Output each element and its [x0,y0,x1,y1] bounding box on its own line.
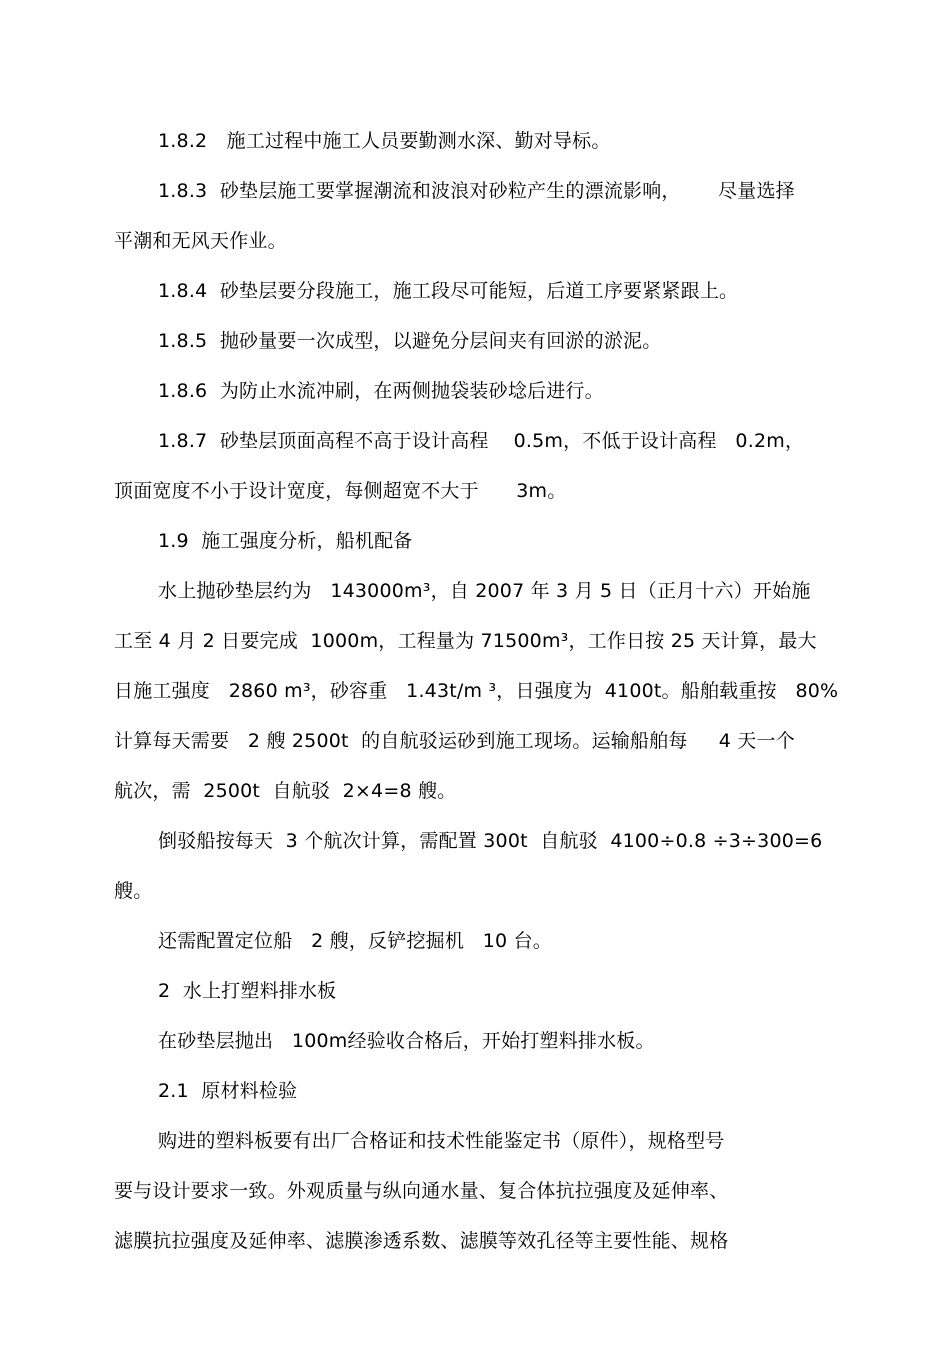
section-heading-2-1: 2.1 原材料检验 [158,1080,298,1102]
paragraph-transfer-line-1: 倒驳船按每天 3 个航次计算，需配置 300t 自航驳 4100÷0.8 ÷3÷300=6 [158,830,823,852]
paragraph-1-8-7-line-1: 1.8.7 砂垫层顶面高程不高于设计高程 0.5m，不低于设计高程 0.2m， [158,430,805,452]
paragraph-equipment: 还需配置定位船 2 艘，反铲挖掘机 10 台。 [158,930,552,952]
paragraph-1-8-5: 1.8.5 抛砂量要一次成型，以避免分层间夹有回淤的淤泥。 [158,330,662,352]
paragraph-sand-line-3: 日施工强度 2860 m³，砂容重 1.43t/m ³，日强度为 4100t。船舶载重按 80% [114,680,839,702]
paragraph-1-8-7-line-2: 顶面宽度不小于设计宽度，每侧超宽不大于 3m。 [114,480,567,502]
paragraph-1-8-3-line-1: 1.8.3 砂垫层施工要掌握潮流和波浪对砂粒产生的漂流影响， 尽量选择 [158,180,795,202]
paragraph-material-line-3: 滤膜抗拉强度及延伸率、滤膜渗透系数、滤膜等效孔径等主要性能、规格 [114,1230,729,1252]
paragraph-drain-start: 在砂垫层抛出 100m经验收合格后，开始打塑料排水板。 [158,1030,655,1052]
paragraph-sand-line-4: 计算每天需要 2 艘 2500t 的自航驳运砂到施工现场。运输船舶每 4 天一个 [114,730,795,752]
paragraph-1-8-4: 1.8.4 砂垫层要分段施工，施工段尽可能短，后道工序要紧紧跟上。 [158,280,739,302]
paragraph-1-8-6: 1.8.6 为防止水流冲刷，在两侧抛袋装砂埝后进行。 [158,380,604,402]
section-heading-1-9: 1.9 施工强度分析，船机配备 [158,530,413,552]
paragraph-1-8-2: 1.8.2 施工过程中施工人员要勤测水深、勤对导标。 [158,130,611,152]
section-heading-2: 2 水上打塑料排水板 [158,980,337,1002]
paragraph-1-8-3-line-2: 平潮和无风天作业。 [114,230,287,252]
paragraph-material-line-1: 购进的塑料板要有出厂合格证和技术性能鉴定书（原件），规格型号 [158,1130,725,1152]
paragraph-sand-line-2: 工至 4 月 2 日要完成 1000m，工程量为 71500m³，工作日按 25 天计算，最大 [114,630,817,652]
paragraph-transfer-line-2: 艘。 [114,880,153,902]
paragraph-sand-line-5: 航次，需 2500t 自航驳 2×4=8 艘。 [114,780,457,802]
paragraph-material-line-2: 要与设计要求一致。外观质量与纵向通水量、复合体抗拉强度及延伸率、 [114,1180,729,1202]
paragraph-sand-line-1: 水上抛砂垫层约为 143000m³，自 2007 年 3 月 5 日（正月十六）开始施 [158,580,811,602]
